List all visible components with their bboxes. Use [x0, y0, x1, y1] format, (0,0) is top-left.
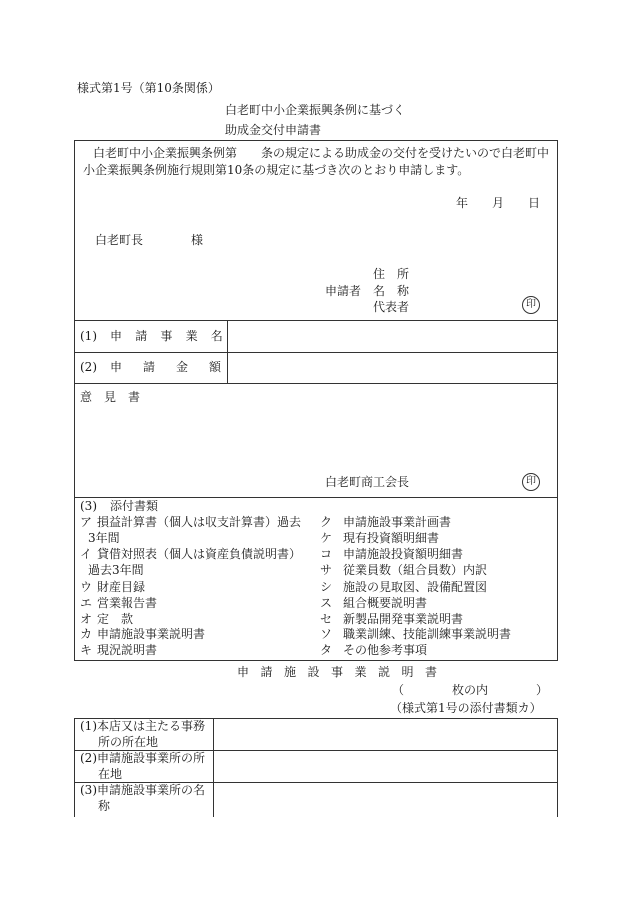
opinion-signer: 白老町商工会長 — [325, 475, 410, 489]
attachment-item: 損益計算書（個人は収支計算書）過去 — [97, 515, 302, 529]
attachment-item: 組合概要説明書 — [343, 596, 428, 610]
attachment-mark: タ — [320, 643, 333, 657]
attachment-mark: セ — [320, 612, 333, 626]
applicant-seal-mark: 印 — [522, 296, 540, 314]
chamber-seal-mark: 印 — [522, 473, 540, 491]
attachment-mark: ア — [80, 515, 93, 529]
attachment-item-continued: 3年間 — [88, 531, 120, 545]
attachment-item: 財産目録 — [97, 580, 146, 594]
facility-name-label: (3)申請施設事業所の名 — [80, 783, 205, 797]
attachment-item: 申請施設事業計画書 — [343, 515, 452, 529]
table-divider — [74, 497, 558, 498]
explanation-sheet-title: 申請施設事業説明書 — [237, 665, 449, 679]
attachment-item: 営業報告書 — [97, 596, 158, 610]
attachment-mark: カ — [80, 627, 93, 641]
opinion-label: 意 見 書 — [80, 390, 141, 404]
attachment-mark: コ — [320, 547, 333, 561]
attachment-mark: ケ — [320, 531, 333, 545]
attachment-item: 申請施設投資額明細書 — [343, 547, 464, 561]
table-divider — [74, 320, 558, 321]
attachment-mark: シ — [320, 580, 333, 594]
amount-label: 申 請 金 額 — [110, 360, 221, 374]
head-office-label-continued: 所の所在地 — [98, 735, 159, 749]
attachment-mark: キ — [80, 643, 93, 657]
attachments-number: (3) — [80, 499, 97, 513]
label-column-divider — [213, 718, 214, 817]
attachment-item: 施設の見取図、設備配置図 — [343, 580, 488, 594]
label-column-divider — [227, 320, 228, 383]
attachment-mark: ス — [320, 596, 333, 610]
application-body-line-2: 小企業振興条例施行規則第10条の規定に基づき次のとおり申請します。 — [83, 163, 470, 177]
attachment-mark: エ — [80, 596, 93, 610]
attachment-mark: ソ — [320, 627, 333, 641]
sheet-count: （ 枚の内 ） — [392, 683, 549, 697]
application-date: 年 月 日 — [456, 196, 541, 210]
attachment-item: その他参考事項 — [343, 643, 428, 657]
facility-location-label: (2)申請施設事業所の所 — [80, 751, 205, 765]
representative-label: 代表者 — [373, 300, 410, 314]
form-number: 様式第1号（第10条関係） — [77, 81, 220, 95]
attachment-mark: サ — [320, 563, 333, 577]
attachment-mark: オ — [80, 612, 93, 626]
business-name-label: 申 請 事 業 名 — [110, 329, 224, 343]
addressee: 白老町長 様 — [95, 233, 204, 247]
title-line-2: 助成金交付申請書 — [225, 123, 322, 137]
facility-name-label-continued: 称 — [98, 799, 111, 813]
head-office-label: (1)本店又は主たる事務 — [80, 719, 205, 733]
attachment-mark: イ — [80, 547, 93, 561]
attachment-mark: ク — [320, 515, 333, 529]
name-label: 名 称 — [373, 284, 410, 298]
attachment-item: 従業員数（組合員数）内訳 — [343, 563, 488, 577]
address-label: 住 所 — [373, 267, 410, 281]
applicant-label: 申請者 — [325, 284, 362, 298]
attachment-item: 新製品開発事業説明書 — [343, 612, 464, 626]
business-name-number: (1) — [80, 329, 97, 343]
facility-location-label-continued: 在地 — [98, 767, 123, 781]
attachment-item: 申請施設事業説明書 — [97, 627, 206, 641]
table-divider — [74, 383, 558, 384]
attachment-item-continued: 過去3年間 — [88, 563, 144, 577]
attachment-item: 現況説明書 — [97, 643, 158, 657]
table-divider — [74, 352, 558, 353]
title-line-1: 白老町中小企業振興条例に基づく — [225, 103, 406, 117]
attachment-item: 職業訓練、技能訓練事業説明書 — [343, 627, 512, 641]
amount-number: (2) — [80, 360, 97, 374]
attachments-heading: 添付書類 — [110, 499, 159, 513]
attachment-item: 貸借対照表（個人は資産負債説明書） — [97, 547, 302, 561]
attachment-reference: （様式第1号の添付書類カ） — [390, 701, 542, 715]
attachment-item: 定 款 — [97, 612, 134, 626]
attachment-mark: ウ — [80, 580, 93, 594]
application-body-line-1: 白老町中小企業振興条例第 条の規定による助成金の交付を受けたいので白老町中 — [93, 146, 550, 160]
attachment-item: 現有投資額明細書 — [343, 531, 440, 545]
